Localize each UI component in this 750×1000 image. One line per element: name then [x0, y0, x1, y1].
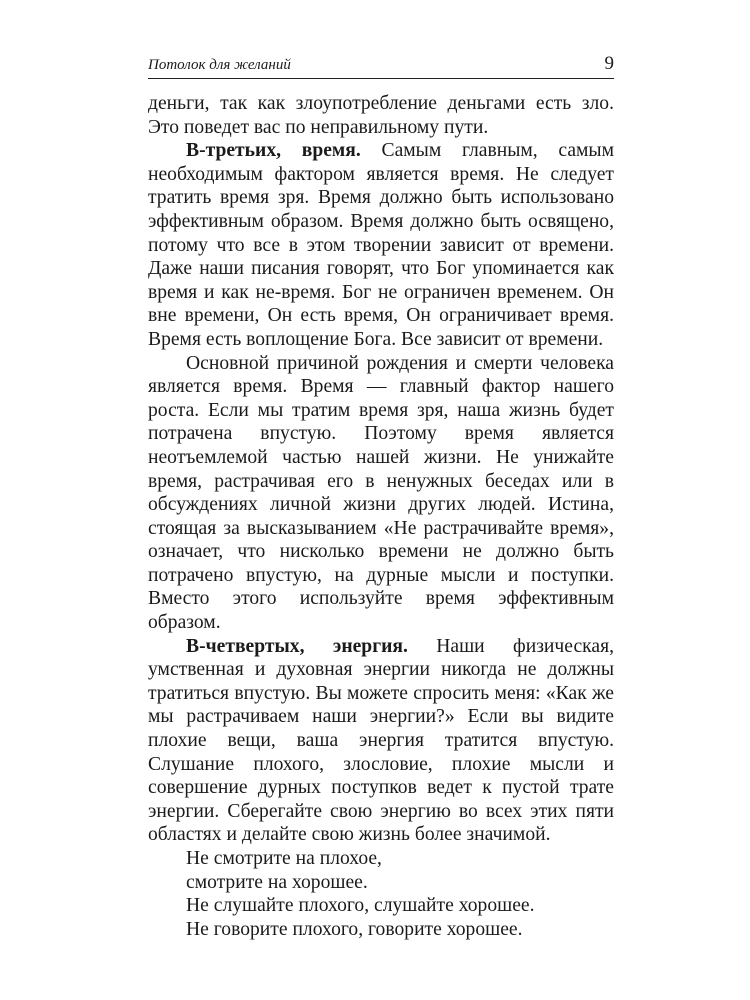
- running-title: Потолок для желаний: [148, 57, 291, 73]
- page-number: 9: [604, 53, 614, 74]
- paragraph-2: [148, 139, 614, 351]
- paragraph-4: [148, 635, 614, 847]
- poem: [148, 847, 614, 941]
- paragraph-2-heading: В-третьих, время.: [186, 140, 361, 162]
- paragraph-1: деньги, так как злоупотребление деньгами есть зло. Это поведет вас по неправильному пути.: [148, 93, 614, 138]
- paragraph-2-text: Самым главным, самым необходимым фактором является время. Не следует тратить время зря. Время должно быть использовано эффективным образом. Время должно быть освящено, потому что все в этом творении зависит от времени. Даже наши писания говорят, что Бог упоминается как время и как не-время. Бог не ограничен временем. Он вне времени, Он есть время, Он ограничивает время. Время есть воплощение Бога. Все зависит от времени.: [148, 140, 614, 350]
- page-body: [148, 92, 614, 941]
- running-header: [148, 52, 614, 79]
- poem-line-2: смотрите на хорошее.: [186, 871, 368, 893]
- poem-line-3: Не слушайте плохого, слушайте хорошее.: [186, 895, 535, 917]
- paragraph-4-heading: В-четвертых, энергия.: [186, 635, 408, 657]
- poem-line-1: Не смотрите на плохое,: [186, 848, 382, 869]
- poem-line-4: Не говорите плохого, говорите хорошее.: [186, 918, 523, 940]
- paragraph-3: Основной причиной рождения и смерти человека является время. Время — главный фактор нашего роста. Если мы тратим время зря, наша жизнь будет потрачена впустую. Поэтому время является неотъемлемой частью нашей жизни. Не унижайте время, растрачивая его в ненужных беседах или в обсуждениях личной жизни других людей. Истина, стоящая за высказыванием «Не растрачивайте время», означает, что нисколько времени не должно быть потрачено впустую, на дурные мысли и поступки. Вместо этого используйте время эффективным образом.: [148, 352, 614, 634]
- paragraph-4-text: Наши физическая, умственная и духовная энергии никогда не должны тратиться впустую. Вы можете спросить меня: «Как же мы растрачиваем наши энергии?» Если вы видите плохие вещи, ваша энергия тратится впустую. Слушание плохого, злословие, плохие мысли и совершение дурных поступков ведет к пустой трате энергии. Сберегайте свою энергию во всех этих пяти областях и делайте свою жизнь более значимой.: [148, 635, 614, 846]
